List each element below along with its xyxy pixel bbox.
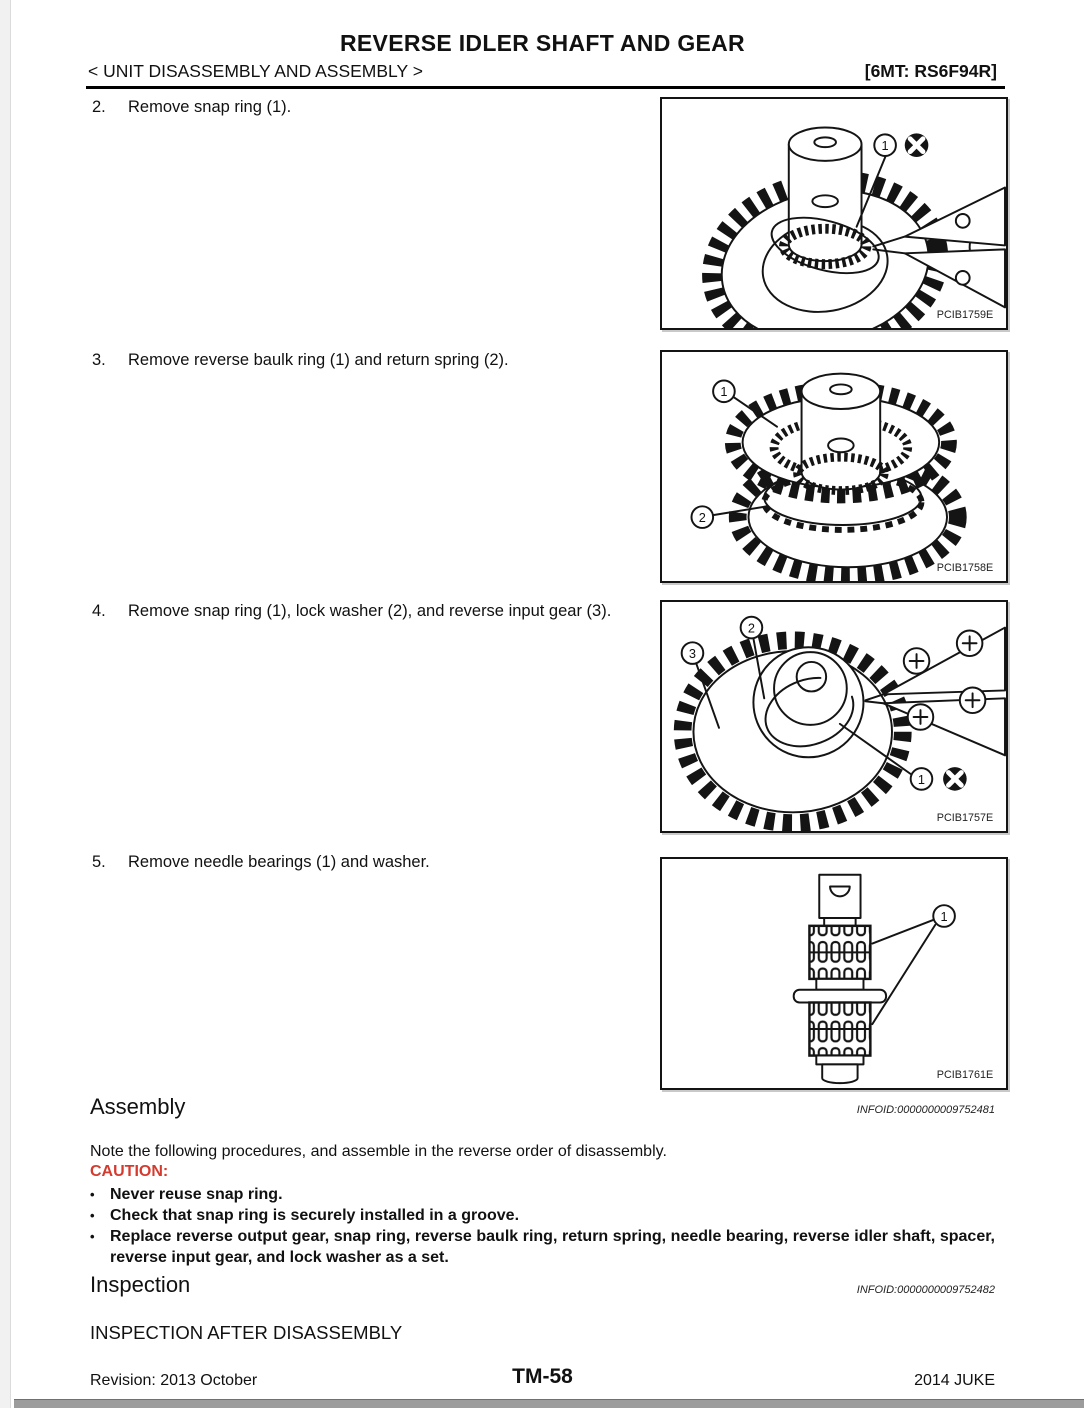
assembly-note: Note the following procedures, and assemble in the reverse order of disassembly. — [90, 1143, 667, 1160]
svg-text:1: 1 — [720, 384, 728, 400]
callout-1 — [911, 768, 933, 790]
figure-code: PCIB1761E — [936, 1069, 994, 1082]
gear-pliers-illustration — [662, 602, 1006, 831]
svg-text:2: 2 — [747, 620, 755, 636]
step-text: Remove snap ring (1), lock washer (2), and reverse input gear (3). — [128, 602, 612, 620]
do-not-reuse-icon — [943, 767, 967, 791]
step-3 — [92, 349, 652, 371]
caution-label: CAUTION: — [90, 1163, 169, 1180]
figure-needle-bearings — [660, 857, 1008, 1090]
figure-code: PCIB1758E — [936, 562, 994, 575]
svg-text:3: 3 — [688, 646, 697, 662]
step-text: Remove snap ring (1). — [128, 98, 292, 116]
section-header-row — [88, 61, 997, 82]
figure-code: PCIB1759E — [936, 309, 994, 322]
do-not-reuse-icon — [905, 133, 929, 157]
transmission-code: [6MT: RS6F94R] — [864, 61, 997, 81]
horizontal-scrollbar[interactable] — [14, 1399, 1084, 1408]
inspection-infoid: INFOID:0000000009752482 — [856, 1284, 995, 1296]
shaft-needle-bearings-illustration — [662, 859, 1006, 1088]
section-breadcrumb: < UNIT DISASSEMBLY AND ASSEMBLY > — [88, 61, 423, 81]
step-number: 3. — [92, 351, 106, 369]
caution-item: • Check that snap ring is securely installed in a groove. — [90, 1207, 520, 1224]
step-text: Remove reverse baulk ring (1) and return spring (2). — [128, 351, 509, 369]
page-title: REVERSE IDLER SHAFT AND GEAR — [340, 30, 745, 56]
footer-page-number: TM-58 — [512, 1365, 573, 1388]
svg-text:1: 1 — [881, 138, 889, 154]
step-text: Remove needle bearings (1) and washer. — [128, 853, 430, 871]
figure-snap-ring-removal — [660, 97, 1008, 330]
page-left-margin-strip — [0, 0, 11, 1408]
assembly-infoid: INFOID:0000000009752481 — [856, 1104, 995, 1116]
inspection-subheading: INSPECTION AFTER DISASSEMBLY — [90, 1322, 403, 1343]
caution-item: • Replace reverse output gear, snap ring, reverse baulk ring, return spring, needle bearing, reverse idler shaft, spacer, reverse input gear, and lock washer as a set. — [90, 1228, 995, 1266]
callout-1 — [874, 134, 896, 156]
header-rule — [86, 86, 1005, 89]
svg-text:1: 1 — [917, 771, 926, 787]
callout-1 — [713, 381, 735, 403]
footer-model: 2014 JUKE — [914, 1372, 995, 1389]
bullet-icon: • — [90, 1208, 95, 1223]
figure-input-gear-removal — [660, 600, 1008, 833]
figure-code: PCIB1757E — [936, 812, 994, 825]
figure-baulk-ring-spring — [660, 350, 1008, 583]
assembly-heading: Assembly — [90, 1094, 186, 1119]
step-number: 4. — [92, 602, 106, 620]
callout-3 — [682, 642, 704, 664]
caution-list — [90, 1184, 995, 1268]
svg-text:2: 2 — [698, 510, 706, 526]
step-number: 2. — [92, 98, 106, 116]
step-5 — [92, 851, 652, 873]
callout-2 — [691, 506, 713, 528]
callout-2 — [741, 617, 763, 639]
bullet-icon: • — [90, 1187, 95, 1202]
caution-item: • Never reuse snap ring. — [90, 1186, 283, 1203]
inspection-heading: Inspection — [90, 1272, 191, 1297]
callout-1 — [933, 905, 955, 927]
step-number: 5. — [92, 853, 106, 871]
footer-revision: Revision: 2013 October — [90, 1372, 258, 1389]
step-2 — [92, 96, 652, 118]
step-4 — [92, 600, 628, 622]
gear-snap-ring-pliers-illustration — [662, 99, 1006, 328]
gear-stack-illustration — [662, 352, 1006, 581]
svg-text:1: 1 — [940, 908, 948, 924]
bullet-icon: • — [90, 1229, 95, 1244]
